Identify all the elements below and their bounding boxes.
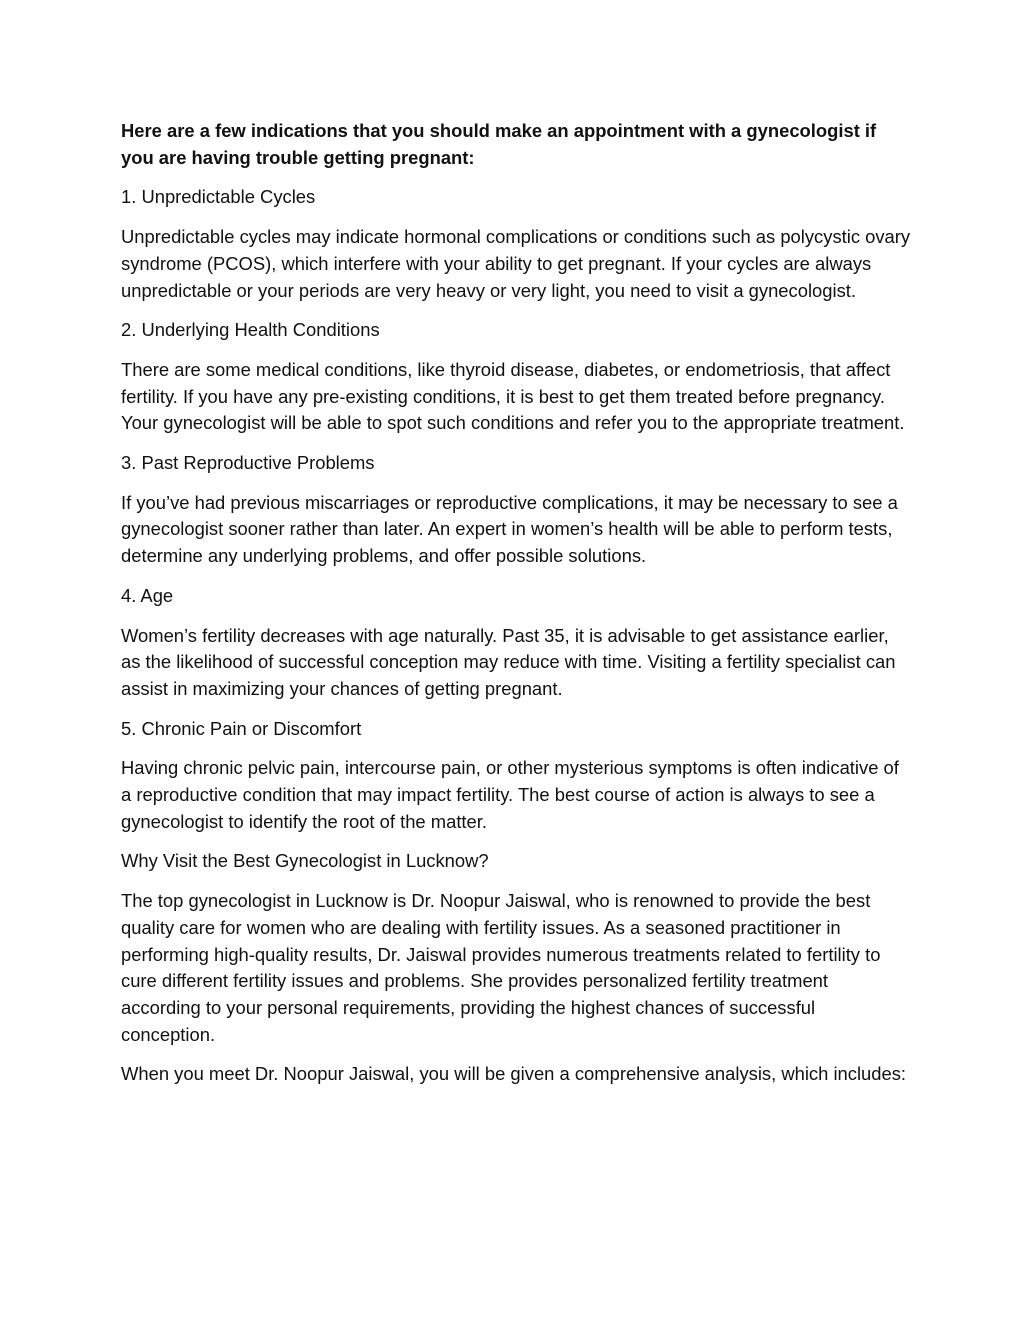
section-body-reproductive-problems: If you’ve had previous miscarriages or reproductive complications, it may be necessary to see a gynecologist sooner rather than later. An expert in women’s health will be able to perform tests, determine any underlying problems, and offer possible solutions.	[121, 491, 898, 567]
section-heading-cycles: 1. Unpredictable Cycles	[121, 186, 316, 208]
section-heading-health-conditions: 2. Underlying Health Conditions	[121, 319, 380, 341]
section-heading-reproductive-problems: 3. Past Reproductive Problems	[121, 452, 375, 474]
section-body-health-conditions: There are some medical conditions, like thyroid disease, diabetes, or endometriosis, that affect fertility. If you have any pre-existing conditions, it is best to get them treated before pregnancy. Your gynecologist will be able to spot such conditions and refer you to the appropriate treatment.	[121, 358, 905, 434]
section-heading-chronic-pain: 5. Chronic Pain or Discomfort	[121, 717, 362, 739]
intro-paragraph: Here are a few indications that you should make an appointment with a gynecologist if you are having trouble getting pregnant:	[121, 120, 877, 168]
section-body-why-visit: The top gynecologist in Lucknow is Dr. Noopur Jaiswal, who is renowned to provide the best quality care for women who are dealing with fertility issues. As a seasoned practitioner in performing high-quality results, Dr. Jaiswal provides numerous treatments related to fertility to cure different fertility issues and problems. She provides personalized fertility treatment according to your personal requirements, providing the highest chances of successful conception.	[121, 890, 881, 1045]
section-heading-why-visit: Why Visit the Best Gynecologist in Lucknow?	[121, 850, 489, 872]
section-body-age: Women’s fertility decreases with age naturally. Past 35, it is advisable to get assistance earlier, as the likelihood of successful conception may reduce with time. Visiting a fertility specialist can assist in maximizing your chances of getting pregnant.	[121, 624, 896, 699]
section-body-cycles: Unpredictable cycles may indicate hormonal complications or conditions such as polycystic ovary syndrome (PCOS), which interfere with your ability to get pregnant. If your cycles are always unpredictable or your periods are very heavy or very light, you need to visit a gynecologist.	[121, 226, 911, 301]
section-heading-age: 4. Age	[121, 584, 174, 606]
closing-paragraph: When you meet Dr. Noopur Jaiswal, you will be given a comprehensive analysis, which includes:	[121, 1063, 907, 1085]
section-body-chronic-pain: Having chronic pelvic pain, intercourse pain, or other mysterious symptoms is often indicative of a reproductive condition that may impact fertility. The best course of action is always to see a gynecologist to identify the root of the matter.	[121, 757, 899, 832]
document-page	[121, 118, 911, 1101]
